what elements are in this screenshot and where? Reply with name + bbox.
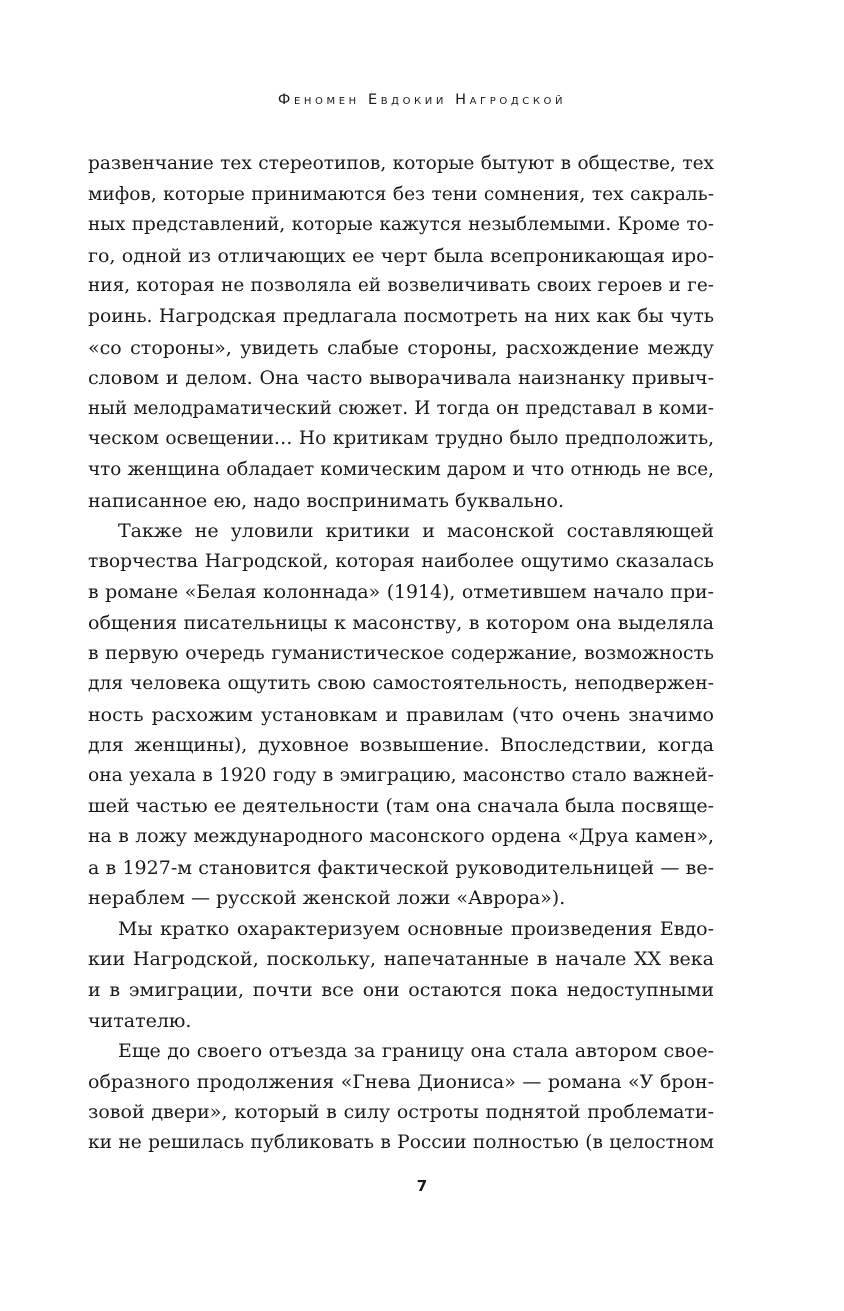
text-line: нераблем — русской женской ложи «Аврора»). — [88, 887, 566, 910]
text-line: зовой двери», который в силу остроты поднятой проблемати- — [88, 1101, 714, 1124]
text-line: кии Нагродской, поскольку, напечатанные в начале ХХ века — [88, 948, 714, 971]
text-line: для человека ощутить свою самостоятельность, неподвержен- — [88, 673, 714, 695]
text-line: на в ложу международного масонского ордена «Друа камен», — [88, 826, 714, 848]
text-line: написанное ею, надо воспринимать буквально. — [88, 489, 565, 512]
text-line: общения писательницы к масонству, в котором она выделяла — [88, 611, 714, 634]
text-line: в первую очередь гуманистическое содержание, возможность — [88, 642, 714, 664]
running-head: Феномен Евдокии Нагродской — [277, 92, 567, 108]
text-line: ных представлений, которые кажутся незыблемыми. Кроме то- — [88, 214, 714, 236]
text-line: ческом освещении… Но критикам трудно было предположить, — [88, 428, 714, 450]
text-line: творчества Нагродской, которая наиболее ощутимо сказалась — [88, 550, 714, 572]
text-line: Мы кратко охарактеризуем основные произведения Евдо- — [118, 917, 714, 940]
text-line: ния, которая не позволяла ей возвеличивать своих героев и ге- — [88, 275, 714, 297]
text-line: ки не решилась публиковать в России полностью (в целостном — [88, 1132, 714, 1153]
text-line: в романе «Белая колоннада» (1914), отметившем начало при- — [88, 581, 714, 604]
text-line: развенчание тех стереотипов, которые бытуют в обществе, тех — [88, 153, 714, 174]
page-number: 7 — [416, 1177, 428, 1195]
text-line: а в 1927-м становится фактической руководительницей — ве- — [88, 856, 714, 879]
text-line: роинь. Нагродская предлагала посмотреть на них как бы чуть — [88, 305, 714, 327]
text-line: и в эмиграции, почти все они остаются пока недоступными — [88, 979, 714, 1002]
text-line: Также не уловили критики и масонской составляющей — [118, 520, 714, 543]
text-line: что женщина обладает комическим даром и что отнюдь не все, — [88, 458, 714, 480]
text-line: ный мелодраматический сюжет. И тогда он представал в коми- — [88, 397, 714, 419]
text-line: для женщины), духовное возвышение. Впоследствии, когда — [88, 734, 714, 757]
text-line: образного продолжения «Гнева Диониса» — романа «У брон- — [88, 1070, 714, 1093]
text-line: Еще до своего отъезда за границу она стала автором свое- — [118, 1040, 714, 1063]
text-line: шей частью ее деятельности (там она сначала была посвяще- — [88, 795, 714, 818]
text-line: ность расхожим установкам и правилам (что очень значимо — [88, 703, 714, 726]
text-line: мифов, которые принимаются без тени сомнения, тех сакраль- — [88, 183, 714, 205]
text-line: го, одной из отличающих ее черт была всепроникающая иро- — [88, 244, 714, 267]
text-line: она уехала в 1920 году в эмиграцию, масонство стало важней- — [88, 764, 714, 786]
body-text — [88, 149, 714, 1159]
text-line: читателю. — [88, 1009, 192, 1032]
text-line: словом и делом. Она часто выворачивала наизнанку привыч- — [88, 367, 714, 390]
text-line: «со стороны», увидеть слабые стороны, расхождение между — [88, 336, 714, 359]
